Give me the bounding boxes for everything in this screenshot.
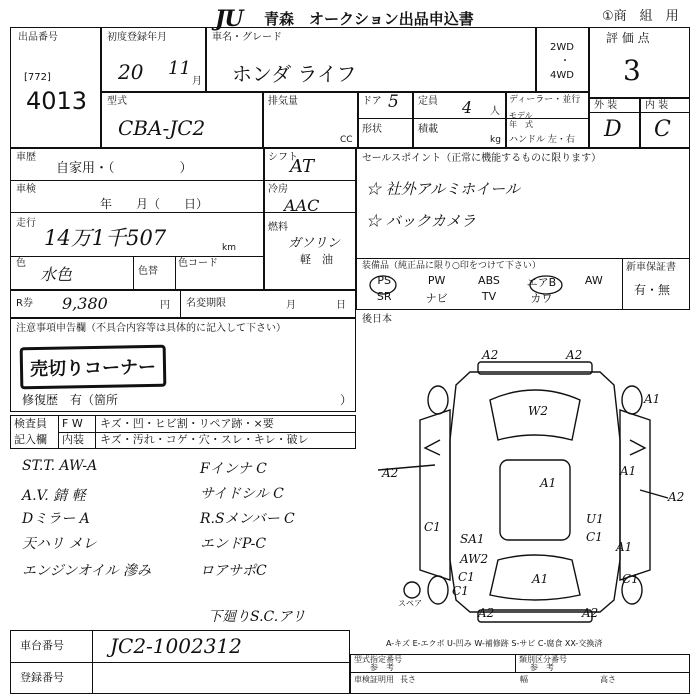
note-right-1: Fインナ C <box>200 461 267 477</box>
notes-label: 注意事項申告欄（不具合内容等は具体的に記入して下さい） <box>16 323 286 334</box>
mileage-unit: km <box>222 243 236 253</box>
note-right-5: ロアサポC <box>200 563 267 579</box>
shift-value: AT <box>290 156 315 177</box>
checker-interior-row: キズ・汚れ・コゲ・穴・スレ・キレ・破レ <box>100 433 309 446</box>
ac-label: 冷房 <box>268 184 288 195</box>
chassis-label: 車台番号 <box>20 639 64 652</box>
mark-a1-front-right: A1 <box>644 392 661 406</box>
note-left-2: A.V. 錆 軽 <box>22 488 86 504</box>
history-value: 自家用・（ ） <box>56 161 193 176</box>
chassis-number: JC2-1002312 <box>110 634 242 658</box>
mark-c1-right-side: C1 <box>586 530 603 544</box>
note-left-4: 天ハリ メレ <box>22 536 97 552</box>
name-change-month: 月 <box>286 300 296 311</box>
ju-logo: JU <box>215 6 243 32</box>
name-change-label: 名変期限 <box>186 298 226 309</box>
lot-code: [772] <box>24 72 51 83</box>
note-right-4: エンドP-C <box>200 536 267 552</box>
drive-dot: ・ <box>560 56 570 67</box>
repair-label: 修復歴 有（箇所 <box>22 393 119 407</box>
mark-sa1: SA1 <box>460 532 485 546</box>
rear-seat-label: 後日本 <box>362 314 392 325</box>
lot-number: 4013 <box>26 87 88 115</box>
model-label: 型式 <box>107 96 127 107</box>
equip-pw: PW <box>427 274 446 287</box>
doors-label: ドア <box>362 96 382 107</box>
note-bottom: 下廻りS.C.アリ <box>208 609 306 625</box>
warranty-label: 新車保証書 <box>626 262 676 273</box>
color-label: 色 <box>16 258 26 269</box>
doors-value: 5 <box>388 92 399 112</box>
capacity-value: 4 <box>462 98 473 117</box>
registration-label: 初度登録年月 <box>107 32 167 43</box>
fuel-label: 燃料 <box>268 222 288 233</box>
displacement-label: 排気量 <box>268 96 298 107</box>
mark-a2-rear-right: A2 <box>582 606 599 620</box>
grade-score: 3 <box>623 54 641 87</box>
mark-a2-rear-left: A2 <box>478 606 495 620</box>
sales-point-2: ☆ バックカメラ <box>366 212 476 230</box>
model-year-label: モデル 年 式 <box>509 111 533 129</box>
checker-fw-label: F W <box>62 417 83 430</box>
mark-c1-rear-right: C1 <box>622 572 639 586</box>
length-label: 長さ <box>400 675 416 684</box>
lot-label: 出品番号 <box>18 32 58 43</box>
mark-a1-rear-right: A1 <box>616 540 633 554</box>
name-change-day: 日 <box>336 300 346 311</box>
interior-label: 内 装 <box>645 100 669 111</box>
equip-sr: SR <box>376 290 392 303</box>
handle-label: ハンドル 左・右 <box>509 135 575 145</box>
note-left-3: Dミラー A <box>22 511 90 527</box>
model-value: CBA-JC2 <box>118 116 206 140</box>
mileage-value: 14万1千507 <box>44 226 167 250</box>
sales-point-1-text: 社外アルミホイール <box>385 180 520 198</box>
load-label: 積載 <box>418 124 438 135</box>
history-label: 車歴 <box>16 152 36 163</box>
equipment-grid <box>358 274 620 306</box>
fuel-value: ガソリン <box>288 236 341 251</box>
sell-corner-stamp: 売切りコーナー <box>20 345 167 390</box>
dealer-label: ディーラー・並行 <box>509 95 581 105</box>
color-code-label: 色コード <box>178 258 218 269</box>
exterior-grade: D <box>604 117 622 142</box>
recycle-unit: 円 <box>160 300 170 311</box>
sales-points-label: セールスポイント（正常に機能するものに限ります） <box>362 153 602 164</box>
equip-navi: ナビ <box>425 292 448 305</box>
height-label: 高さ <box>600 675 616 684</box>
equip-tv: TV <box>481 290 497 303</box>
note-right-3: R.Sメンバー C <box>200 511 295 527</box>
equip-airbag: エアB <box>526 276 557 289</box>
mark-u1: U1 <box>586 512 604 526</box>
type-no-label: 型式指定番号 <box>354 655 402 664</box>
equip-abs: ABS <box>478 274 500 287</box>
sales-point-2-text: バックカメラ <box>385 212 476 230</box>
ref-label-2: 参 考 <box>530 663 554 672</box>
inspection-value: 年 月（ 日） <box>100 197 209 211</box>
equip-aw: AW <box>584 274 603 287</box>
equip-blank <box>568 290 620 306</box>
color-change-label: 色替 <box>138 266 158 277</box>
damage-legend: A-キズ E-エクボ U-凹み W-補修跡 S-サビ C-腐食 XX-交換済 <box>386 639 603 648</box>
equip-leather: カワ <box>530 292 553 305</box>
checker-label-2: 記入欄 <box>14 433 47 446</box>
mark-a2-left: A2 <box>382 466 399 480</box>
car-name-value: ホンダ ライフ <box>232 62 357 86</box>
form-type: ①商 組 用 <box>602 9 679 24</box>
mark-a2-right: A2 <box>668 490 685 504</box>
registration-month-unit: 月 <box>192 76 202 87</box>
width-label: 幅 <box>520 675 528 684</box>
mark-a2-front-left: A2 <box>482 348 499 362</box>
checker-label-1: 検査員 <box>14 417 47 430</box>
note-left-5: エンジンオイル 滲み <box>22 563 152 579</box>
mileage-label: 走行 <box>16 218 36 229</box>
equip-ps: PS <box>377 274 391 287</box>
capacity-unit: 人 <box>490 106 500 117</box>
warranty-value: 有・無 <box>634 283 671 297</box>
mark-a1-rear: A1 <box>532 572 549 586</box>
mark-a1-roof: A1 <box>540 476 557 490</box>
repair-close: ） <box>340 393 353 407</box>
spare-label: スペア <box>398 599 422 608</box>
fuel-option: 軽 油 <box>300 253 333 266</box>
shape-label: 形状 <box>362 124 382 135</box>
load-unit: kg <box>490 135 501 145</box>
inspection-label: 車検 <box>16 184 36 195</box>
grade-label: 評 価 点 <box>606 31 650 45</box>
shift-label: シフト <box>268 152 298 163</box>
sales-point-1: ☆ 社外アルミホイール <box>366 180 520 198</box>
exterior-label: 外 装 <box>594 100 618 111</box>
note-right-2: サイドシル C <box>200 486 284 502</box>
recycle-label: R券 <box>16 298 33 309</box>
registration-month: 11 <box>168 58 191 79</box>
mark-c1-rear-bumper: C1 <box>452 584 469 598</box>
equipment-label: 装備品（純正品に限り○印をつけて下さい） <box>362 261 541 271</box>
car-name-label: 車名・グレード <box>212 32 282 43</box>
mark-a1-right-side: A1 <box>620 464 637 478</box>
registration-number-label: 登録番号 <box>20 671 64 684</box>
ac-value: AAC <box>284 196 320 215</box>
mark-c1-left-side: C1 <box>424 520 441 534</box>
registration-year: 20 <box>118 60 144 84</box>
color-value: 水色 <box>40 265 73 284</box>
displacement-unit: CC <box>340 135 353 145</box>
checker-fw-row: キズ・凹・ヒビ割・リペア跡・×要 <box>100 417 274 430</box>
drive-2wd: 2WD <box>550 42 574 53</box>
drive-4wd: 4WD <box>550 70 574 81</box>
class-no-label: 類別区分番号 <box>519 655 567 664</box>
mark-c1-rear-left: C1 <box>458 570 475 584</box>
form-title: 青森 オークション出品申込書 <box>264 10 474 28</box>
mark-a2-front-right: A2 <box>566 348 583 362</box>
mark-aw2: AW2 <box>460 552 489 566</box>
ref-label-1: 参 考 <box>370 663 394 672</box>
note-left-1: ST.T. AW-A <box>22 458 98 474</box>
cert-label: 車検証明用 <box>354 675 394 684</box>
interior-grade: C <box>654 117 671 142</box>
mark-w2-hood: W2 <box>528 404 548 418</box>
capacity-label: 定員 <box>418 96 438 107</box>
checker-interior-label: 内装 <box>62 433 84 446</box>
recycle-value: 9,380 <box>62 294 108 313</box>
